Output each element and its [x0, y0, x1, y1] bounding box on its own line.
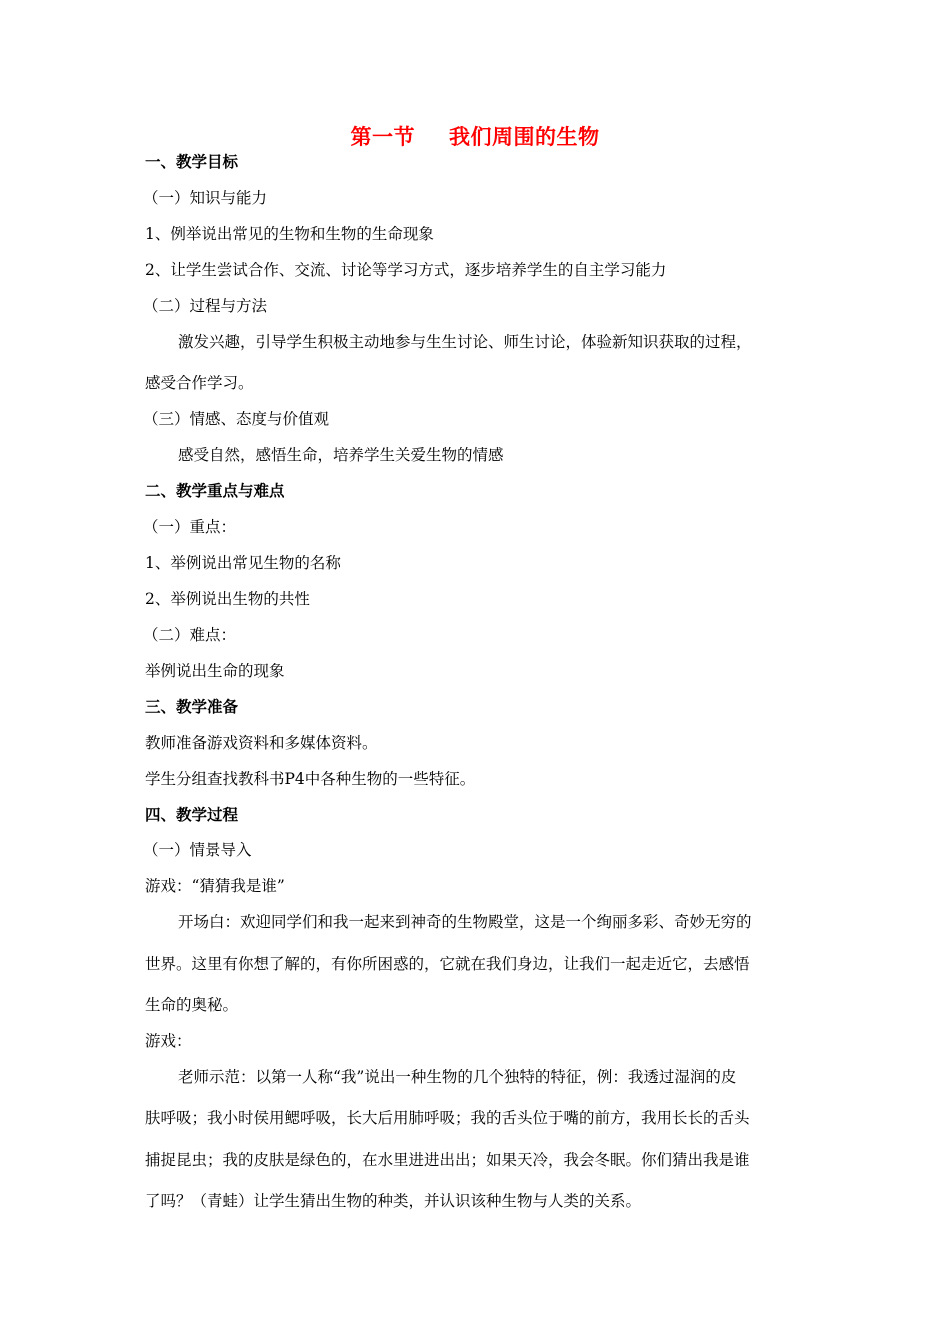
section-number: 第一节	[350, 125, 415, 149]
subheading-key: （一）重点：	[143, 518, 237, 536]
paragraph-line: 肤呼吸；我小时侯用鳃呼吸，长大后用肺呼吸；我的舌头位于嘴的前方，我用长长的舌头	[145, 1109, 750, 1127]
heading-preparation: 三、教学准备	[145, 698, 239, 716]
paragraph-line: 开场白：欢迎同学们和我一起来到神奇的生物殿堂，这是一个绚丽多彩、奇妙无穷的	[178, 913, 752, 931]
paragraph-line: 生命的奥秘。	[145, 996, 239, 1014]
paragraph-line: 老师示范：以第一人称“我”说出一种生物的几个独特的特征，例：我透过湿润的皮	[178, 1068, 737, 1086]
subheading-emotion: （三）情感、态度与价值观	[143, 410, 330, 428]
page-title	[0, 121, 950, 151]
heading-process: 四、教学过程	[145, 806, 239, 824]
paragraph-line: 了吗？（青蛙）让学生猜出生物的种类，并认识该种生物与人类的关系。	[145, 1192, 642, 1210]
paragraph-line: 2、举例说出生物的共性	[145, 590, 310, 608]
paragraph-line: 游戏：“猜猜我是谁”	[145, 877, 285, 895]
paragraph-line: 教师准备游戏资料和多媒体资料。	[145, 734, 378, 752]
heading-key-points: 二、教学重点与难点	[145, 482, 285, 500]
subheading-knowledge: （一）知识与能力	[143, 189, 268, 207]
paragraph-line: 捕捉昆虫；我的皮肤是绿色的，在水里进进出出；如果天冷，我会冬眠。你们猜出我是谁	[145, 1151, 750, 1169]
paragraph-line: 激发兴趣，引导学生积极主动地参与生生讨论、师生讨论，体验新知识获取的过程，	[178, 333, 752, 351]
paragraph-line: 感受合作学习。	[145, 374, 254, 392]
subheading-intro: （一）情景导入	[143, 841, 252, 859]
heading-teaching-goals: 一、教学目标	[145, 153, 239, 171]
section-title: 我们周围的生物	[449, 125, 600, 149]
paragraph-line: 感受自然，感悟生命，培养学生关爱生物的情感	[178, 446, 504, 464]
paragraph-line: 游戏：	[145, 1032, 192, 1050]
paragraph-line: 2、让学生尝试合作、交流、讨论等学习方式，逐步培养学生的自主学习能力	[145, 261, 667, 279]
subheading-process: （二）过程与方法	[143, 297, 268, 315]
paragraph-line: 世界。这里有你想了解的，有你所困惑的，它就在我们身边，让我们一起走近它，去感悟	[145, 955, 750, 973]
paragraph-line: 1、举例说出常见生物的名称	[145, 554, 341, 572]
subheading-difficulty: （二）难点：	[143, 626, 237, 644]
paragraph-line: 举例说出生命的现象	[145, 662, 285, 680]
paragraph-line: 1、例举说出常见的生物和生物的生命现象	[145, 225, 434, 243]
paragraph-line: 学生分组查找教科书P4中各种生物的一些特征。	[145, 770, 476, 788]
